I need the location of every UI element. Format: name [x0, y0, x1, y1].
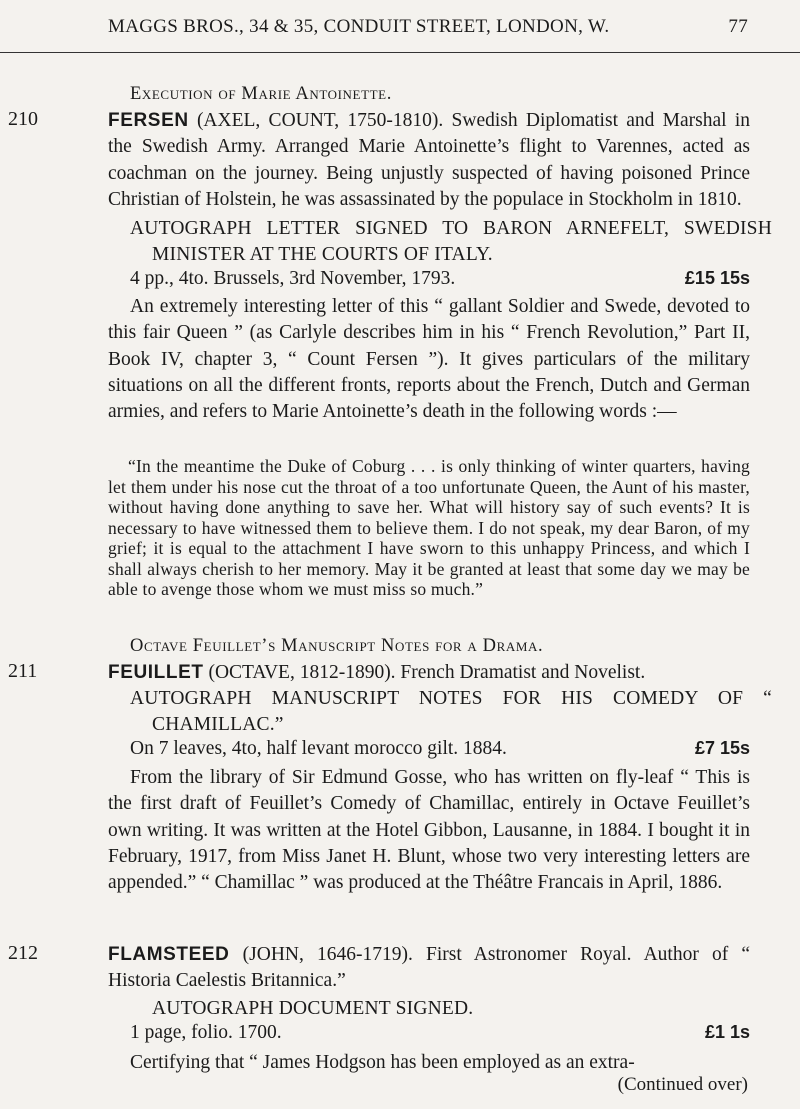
item-title-flamsteed: AUTOGRAPH DOCUMENT SIGNED. [152, 998, 474, 1019]
entry-intro-text-feuillet: (OCTAVE, 1812-1890). French Dramatist and Novelist. [208, 662, 646, 683]
page-number: 77 [728, 16, 748, 37]
header-rule [0, 52, 800, 53]
entry-name-fersen: FERSEN [108, 110, 189, 131]
item-details-text-flamsteed: 1 page, folio. 1700. [130, 1022, 282, 1043]
entry-intro-fersen [108, 108, 750, 213]
item-details-text-feuillet: On 7 leaves, 4to, half levant morocco gilt. 1884. [130, 738, 507, 759]
entry-intro-flamsteed [108, 942, 750, 995]
quote-fersen: “In the meantime the Duke of Coburg . . . is only thinking of winter quarters, having let them under his nose cut the throat of a too unfortunate Queen, the Aunt of his master, without having done anything to save her. What will history say of such events? It is necessary to have witnessed them to believe them. I do not speak, my dear Baron, of my grief; it is equal to the attachment I have sworn to this unhappy Princess, and which I shall always cherish to her memory. May it be granted at least that some day we may be able to avenge those whom we must miss so much.” [108, 456, 750, 599]
lot-number-212: 212 [8, 942, 38, 964]
section-title-fersen: Execution of Marie Antoinette. [130, 84, 392, 104]
running-head [108, 16, 748, 38]
entry-intro-text-flamsteed: (JOHN, 1646-1719). First Astronomer Royal. Author of “ Historia Caelestis Britannica.” [108, 944, 750, 992]
section-title-feuillet: Octave Feuillet’s Manuscript Notes for a Drama. [130, 636, 544, 656]
item-title-fersen: AUTOGRAPH LETTER SIGNED TO BARON ARNEFELT, SWEDISH MINISTER AT THE COURTS OF ITALY. [130, 218, 772, 266]
item-details-flamsteed [130, 1022, 750, 1044]
running-head-text: MAGGS BROS., 34 & 35, CONDUIT STREET, LONDON, W. [108, 16, 610, 37]
item-details-text-fersen: 4 pp., 4to. Brussels, 3rd November, 1793. [130, 268, 456, 289]
item-details-feuillet [130, 738, 750, 760]
description-fersen: An extremely interesting letter of this “ gallant Soldier and Swede, devoted to this fair Queen ” (as Carlyle describes him in his “ French Revolution,” Part II, Book IV, chapter 3, “ Count Fersen ”). It gives particulars of the military situations on all the different fronts, reports about the French, Dutch and German armies, and refers to Marie Antoinette’s death in the following words :— [108, 296, 750, 423]
continued-over-note: (Continued over) [617, 1074, 748, 1095]
price-feuillet: £7 15s [694, 738, 750, 758]
entry-name-feuillet: FEUILLET [108, 662, 204, 683]
price-fersen: £15 15s [684, 268, 750, 288]
item-details-fersen [130, 268, 750, 290]
entry-intro-text-fersen: (AXEL, COUNT, 1750-1810). Swedish Diplomatist and Marshal in the Swedish Army. Arranged Marie Antoinette’s flight to Varennes, acted as coachman on the journey. Being unjustly suspected of having poisoned Prince Christian of Holstein, he was assassinated by the populace in Stockholm in 1810. [108, 110, 750, 210]
entry-intro-feuillet [108, 660, 750, 686]
entry-name-flamsteed: FLAMSTEED [108, 944, 230, 965]
price-flamsteed: £1 1s [704, 1022, 750, 1042]
description-feuillet: From the library of Sir Edmund Gosse, who has written on fly-leaf “ This is the first draft of Feuillet’s Comedy of Chamillac, entirely in Octave Feuillet’s own writing. It was written at the Hotel Gibbon, Lausanne, in 1884. I bought it in February, 1917, from Miss Janet H. Blunt, whose two very interesting letters are appended.” “ Chamillac ” was produced at the Théâtre Francais in April, 1886. [108, 767, 750, 894]
description-flamsteed: Certifying that “ James Hodgson has been employed as an extra- [130, 1052, 635, 1073]
lot-number-211: 211 [8, 660, 38, 682]
lot-number-210: 210 [8, 108, 38, 130]
item-title-feuillet: AUTOGRAPH MANUSCRIPT NOTES FOR HIS COMEDY OF “ CHAMILLAC.” [130, 688, 772, 736]
